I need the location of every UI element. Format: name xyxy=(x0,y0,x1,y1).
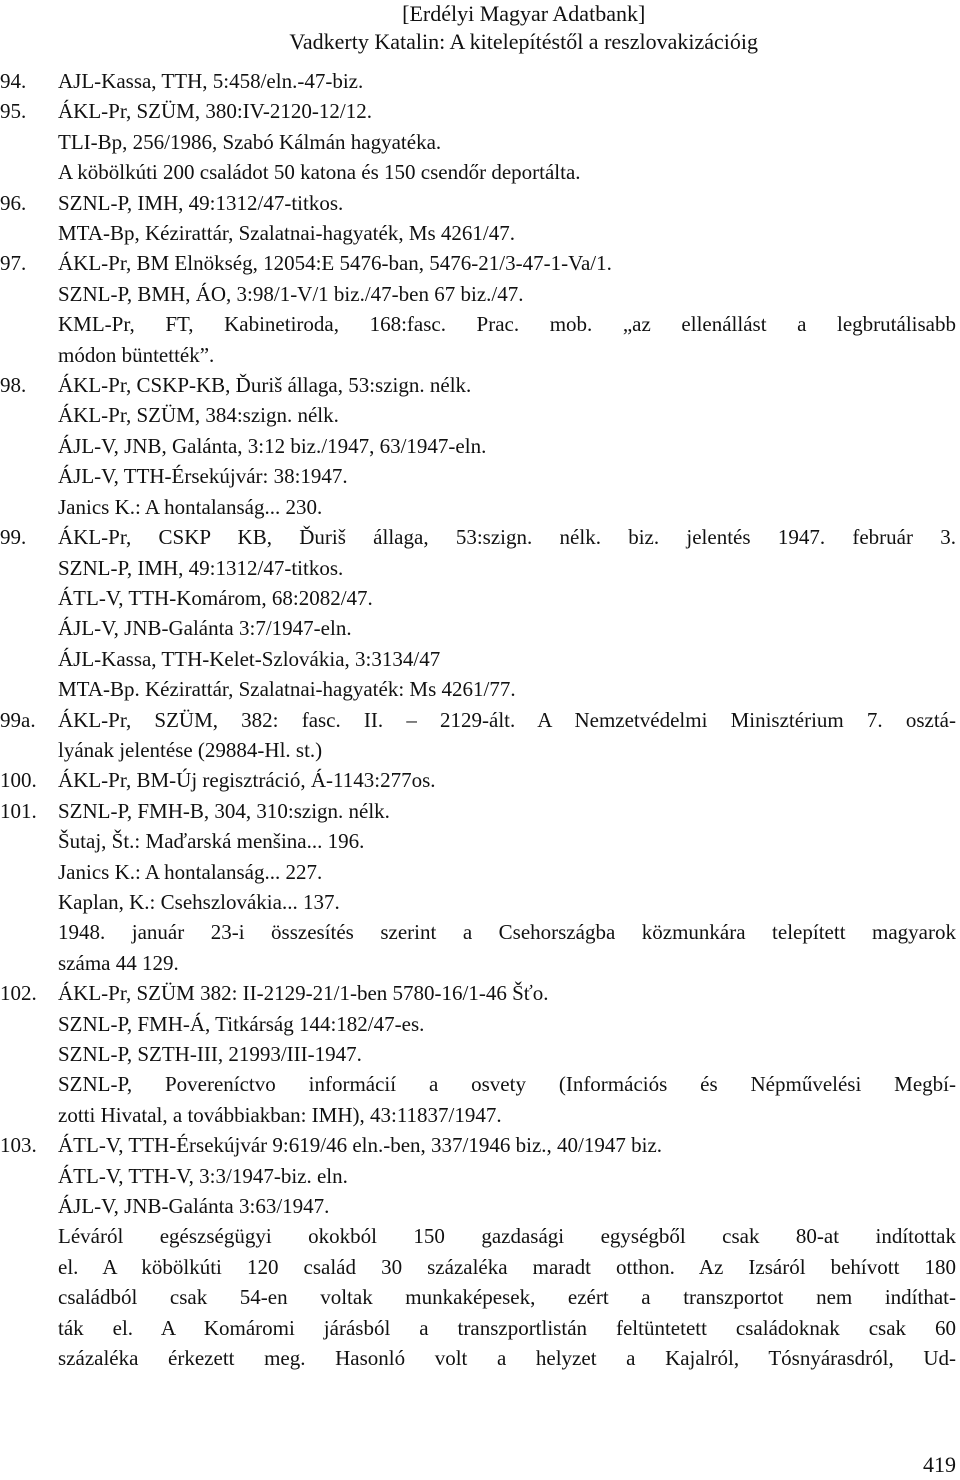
note-line: Kaplan, K.: Csehszlovákia... 137. xyxy=(58,889,340,914)
note-text xyxy=(58,705,956,766)
note-line: KML-Pr, FT, Kabinetiroda, 168:fasc. Prac. mob. „az ellenállást a legbrutálisabb xyxy=(58,312,956,337)
note-text xyxy=(58,66,956,96)
note-line: száma 44 129. xyxy=(58,950,179,975)
note-text xyxy=(58,96,956,187)
note-number: 103. xyxy=(0,1133,37,1158)
note-text xyxy=(58,1130,956,1373)
note-line: Šutaj, Št.: Maďarská menšina... 196. xyxy=(58,829,365,854)
note-number: 99a. xyxy=(0,707,36,732)
note-line: Janics K.: A hontalanság... 227. xyxy=(58,859,323,884)
note-number: 97. xyxy=(0,251,27,276)
note-text xyxy=(58,522,956,704)
note-number: 100. xyxy=(0,768,37,793)
note-line: ÁJL-V, TTH-Érsekújvár: 38:1947. xyxy=(58,464,348,489)
note-line: ÁJL-V, JNB-Galánta 3:7/1947-eln. xyxy=(58,616,352,641)
page-number: 419 xyxy=(923,1452,956,1477)
note-line: SZNL-P, SZTH-III, 21993/III-1947. xyxy=(58,1042,362,1066)
note-text xyxy=(58,796,956,978)
note-line: Janics K.: A hontalanság... 230. xyxy=(58,494,323,519)
page-header xyxy=(289,0,758,56)
note-line: módon büntették”. xyxy=(58,342,215,367)
note-line: ÁKL-Pr, SZÜM, 384:szign. nélk. xyxy=(58,403,339,428)
note-text xyxy=(58,248,956,370)
note-line: ÁTL-V, TTH-Érsekújvár 9:619/46 eln.-ben, 337/1946 biz., 40/1947 biz. xyxy=(58,1133,663,1158)
note-number: 99. xyxy=(0,525,27,550)
note-line: ÁJL-Kassa, TTH-Kelet-Szlovákia, 3:3134/47 xyxy=(58,646,441,671)
note-line: ÁJL-V, JNB, Galánta, 3:12 biz./1947, 63/1947-eln. xyxy=(58,433,487,458)
note-102 xyxy=(0,978,956,1130)
note-line: SZNL-P, FMH-B, 304, 310:szign. nélk. xyxy=(58,798,390,823)
note-100 xyxy=(0,765,956,795)
note-line: SZNL-P, IMH, 49:1312/47-titkos. xyxy=(58,555,344,580)
note-line: SZNL-P, FMH-Á, Titkárság 144:182/47-es. xyxy=(58,1011,425,1036)
note-101 xyxy=(0,796,956,978)
header-source: [Erdélyi Magyar Adatbank] xyxy=(402,1,646,26)
note-line: AJL-Kassa, TTH, 5:458/eln.-47-biz. xyxy=(58,69,364,93)
note-99a xyxy=(0,705,956,766)
note-number: 101. xyxy=(0,798,37,823)
note-text xyxy=(58,978,956,1130)
note-96 xyxy=(0,188,956,249)
note-103 xyxy=(0,1130,956,1373)
note-98 xyxy=(0,370,956,522)
note-line: A köbölkúti 200 családot 50 katona és 150 csendőr deportálta. xyxy=(58,160,581,185)
note-line: 1948. január 23-i összesítés szerint a Csehországba közmunkára telepített magyarok xyxy=(58,920,956,945)
note-line: SZNL-P, IMH, 49:1312/47-titkos. xyxy=(58,190,344,215)
note-line: lyának jelentése (29884-Hl. st.) xyxy=(58,737,323,762)
note-99 xyxy=(0,522,956,704)
note-line: ÁKL-Pr, BM-Új regisztráció, Á-1143:277os. xyxy=(58,768,436,793)
note-94 xyxy=(0,66,956,96)
note-number: 98. xyxy=(0,373,27,398)
note-text xyxy=(58,370,956,522)
note-text xyxy=(58,188,956,249)
note-line: TLI-Bp, 256/1986, Szabó Kálmán hagyatéka. xyxy=(58,129,442,154)
note-text xyxy=(58,765,956,795)
note-line: el. A köbölkúti 120 család 30 százaléka maradt otthon. Az Izsáról behívott 180 xyxy=(58,1254,956,1279)
note-line: MTA-Bp. Kézirattár, Szalatnai-hagyaték: Ms 4261/77. xyxy=(58,677,516,702)
note-line: SZNL-P, BMH, ÁO, 3:98/1-V/1 biz./47-ben 67 biz./47. xyxy=(58,281,524,306)
note-line: ÁKL-Pr, BM Elnökség, 12054:E 5476-ban, 5476-21/3-47-1-Va/1. xyxy=(58,251,612,276)
note-line: ÁKL-Pr, SZÜM 382: II-2129-21/1-ben 5780-16/1-46 Šťo. xyxy=(58,981,549,1006)
note-line: ÁTL-V, TTH-Komárom, 68:2082/47. xyxy=(58,585,373,610)
note-line: családból csak 54-en voltak munkaképesek, ezért a transzportot nem indíthat- xyxy=(58,1285,956,1310)
note-number: 102. xyxy=(0,981,37,1006)
note-line: ÁKL-Pr, SZÜM, 380:IV-2120-12/12. xyxy=(58,99,372,124)
note-line: ÁJL-V, JNB-Galánta 3:63/1947. xyxy=(58,1194,330,1219)
note-line: ÁKL-Pr, SZÜM, 382: fasc. II. – 2129-ált. A Nemzetvédelmi Minisztérium 7. osztá- xyxy=(58,707,956,732)
note-97 xyxy=(0,248,956,370)
note-number: 96. xyxy=(0,190,27,215)
note-line: SZNL-P, Povereníctvo informácií a osvety (Információs és Népművelési Megbí- xyxy=(58,1072,956,1097)
endnotes xyxy=(0,66,956,1373)
note-line: MTA-Bp, Kézirattár, Szalatnai-hagyaték, Ms 4261/47. xyxy=(58,221,516,246)
note-line: százaléka érkezett meg. Hasonló volt a helyzet a Kajalról, Tósnyárasdról, Ud- xyxy=(58,1346,956,1371)
note-line: ták el. A Komáromi járásból a transzportlistán feltüntetett családoknak csak 60 xyxy=(58,1315,956,1340)
note-line: ÁKL-Pr, CSKP KB, Ďuriš állaga, 53:szign. nélk. biz. jelentés 1947. február 3. xyxy=(58,525,956,550)
note-line: zotti Hivatal, a továbbiakban: IMH), 43:11837/1947. xyxy=(58,1102,502,1127)
note-95 xyxy=(0,96,956,187)
note-number: 95. xyxy=(0,99,27,124)
header-title: Vadkerty Katalin: A kitelepítéstől a reszlovakizációig xyxy=(289,29,758,54)
note-line: ÁTL-V, TTH-V, 3:3/1947-biz. eln. xyxy=(58,1163,348,1188)
note-number: 94. xyxy=(0,69,27,93)
note-line: Léváról egészségügyi okokból 150 gazdasági egységből csak 80-at indítottak xyxy=(58,1224,956,1249)
note-line: ÁKL-Pr, CSKP-KB, Ďuriš állaga, 53:szign. nélk. xyxy=(58,373,472,398)
